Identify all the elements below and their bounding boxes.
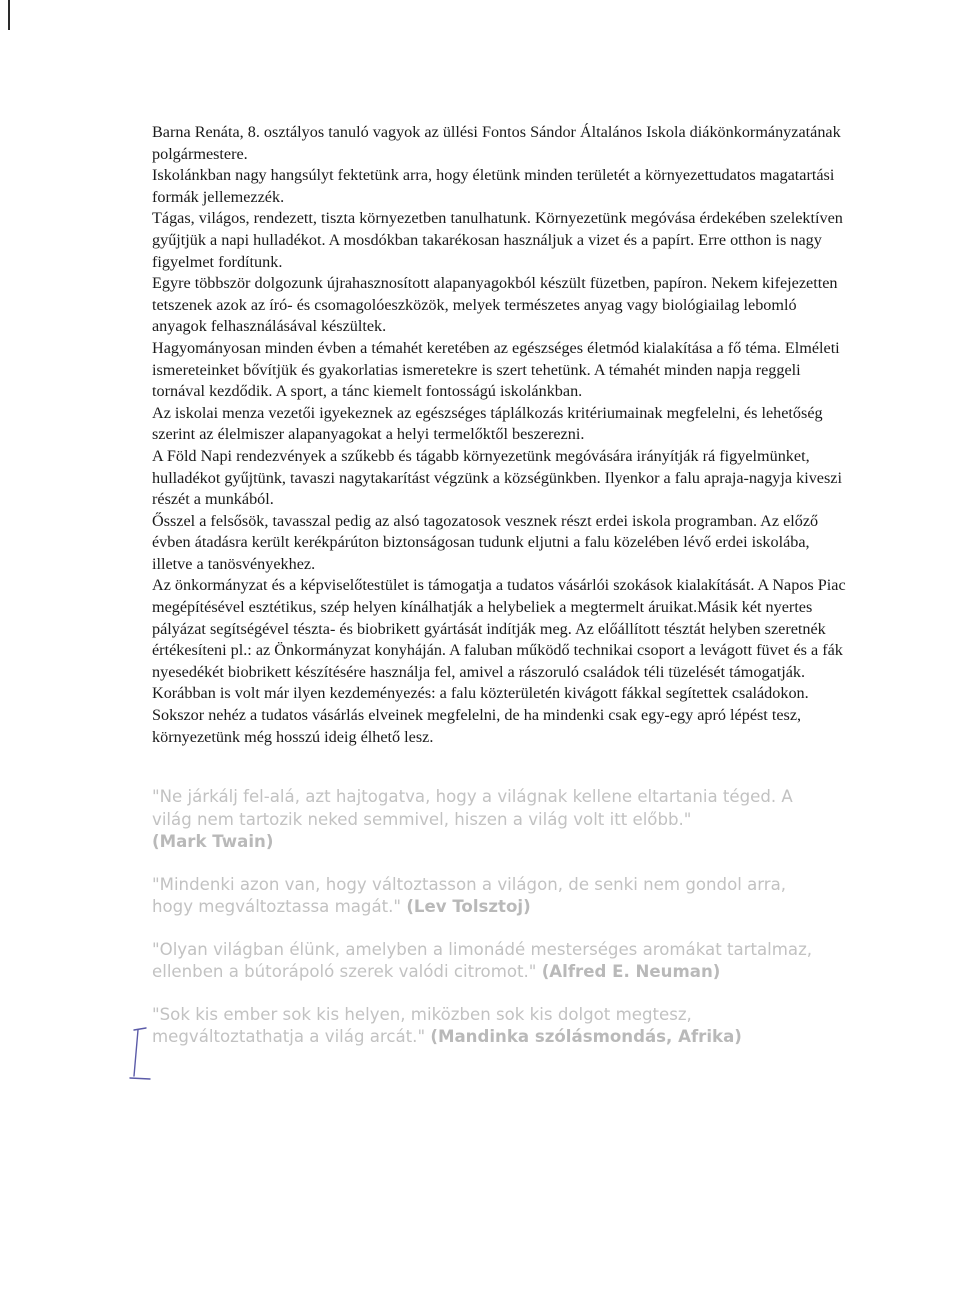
letter-paragraph-school: Tágas, világos, rendezett, tiszta környezetben tanulhatunk. Környezetünk megóvása érdekében szelektíven gyűjtjük a napi hulladékot. A mosdókban takarékosan használjuk a vizet és a papírt. Erre otthon is nagy figyelmet fordítunk. — [152, 209, 843, 271]
quote-text: "Mindenki azon van, hogy változtasson a világon, de senki nem gondol arra, hogy megváltoztassa magát." — [152, 874, 787, 916]
letter-paragraph-intro: Barna Renáta, 8. osztályos tanuló vagyok az üllési Fontos Sándor Általános Iskola diákönkormányzatának polgármestere. — [152, 123, 841, 163]
quote-author: (Mandinka szólásmondás, Afrika) — [430, 1027, 742, 1046]
quote-mandinka — [152, 1004, 832, 1049]
letter-paragraph-recycled: Egyre többször dolgozunk újrahasznosított alapanyagokból készült füzetben, papíron. Nekem kifejezetten tetszenek azok az író- és csomagolóeszközök, melyek természetes anyag vagy biológiailag lebomló anyagok felhasználásával készültek. — [152, 274, 838, 336]
scan-edge-line — [8, 0, 10, 30]
quote-author: (Lev Tolsztoj) — [406, 897, 531, 916]
quote-text: "Sok kis ember sok kis helyen, miközben sok kis dolgot megtesz, megváltoztathatja a világ arcát." — [152, 1004, 692, 1046]
letter-paragraph-environment: Iskolánkban nagy hangsúlyt fektetünk arra, hogy életünk minden területét a környezettudatos magatartási formák jellemezzék. — [152, 166, 835, 206]
letter-paragraph-municipality: Az önkormányzat és a képviselőtestület is támogatja a tudatos vásárlói szokások kialakítását. A Napos Piac megépítésével esztétikus, szép helyen kínálhatják a helybeliek a megtermelt áruikat.Másik két nyertes pályázat segítségével tészta- és biobrikett gyártását indítják meg. Az előállított tésztát helyben szeretnék értékesíteni pl.: az Önkormányzat konyháján. A faluban működő technikai csoport a levágott füvet és a fák nyesedékét biobrikett készítésére használja fel, amivel a rászoruló családok téli tüzelését támogatják. Korábban is volt már ilyen kezdeményezés: a falu közterületén kivágott fákkal segítettek családokon. — [152, 576, 846, 703]
letter-paragraph-canteen: Az iskolai menza vezetői igyekeznek az egészséges táplálkozás kritériumainak megfelelni, és lehetőség szerint az élelmiszer alapanyagokat a helyi termelőktől beszerezni. — [152, 403, 823, 444]
quotes-section — [152, 786, 832, 1049]
letter-paragraph-closing: Sokszor nehéz a tudatos vásárlás elveinek megfelelni, de ha mindenki csak egy-egy apró lépést tesz, környezetünk még hosszú ideig élhető lesz. — [152, 706, 802, 746]
handwritten-bracket-mark — [120, 1026, 156, 1082]
quote-alfred-neuman — [152, 939, 832, 984]
quote-text: "Olyan világban élünk, amelyben a limonádé mesterséges aromákat tartalmaz, ellenben a bútorápoló szerek valódi citromot." — [152, 939, 813, 981]
letter-paragraph-themeweek: Hagyományosan minden évben a témahét keretében az egészséges életmód kialakítása a fő téma. Elméleti ismereteinket bővítjük és gyakorlatias ismeretekre is szert tehetünk. A témahét minden napja reggeli tornával kezdődik. A sport, a tánc kiemelt fontosságú iskolánkban. — [152, 338, 840, 401]
letter-paragraph-forest-school: Ősszel a felsősök, tavasszal pedig az alsó tagozatosok vesznek részt erdei iskola programban. Az előző évben átadásra került kerékpárúton biztonságosan tudunk eljutni a falu közelében lévő erdei iskolába, illetve a tanösvényekhez. — [152, 511, 819, 573]
quote-text: "Ne járkálj fel-alá, azt hajtogatva, hogy a világnak kellene eltartania téged. A világ nem tartozik neked semmivel, hiszen a világ volt itt előbb." — [152, 787, 793, 829]
quote-author: (Alfred E. Neuman) — [541, 962, 721, 981]
letter-paragraph-earthday: A Föld Napi rendezvények a szűkebb és tágabb környezetünk megóvására irányítják rá figyelmünket, hulladékot gyűjtünk, tavaszi nagytakarítást végzünk a községünkben. Ilyenkor a falu apraja-nagyja kiveszi részét a munkából. — [152, 446, 842, 509]
quote-lev-tolsztoj — [152, 874, 832, 919]
quote-author: (Mark Twain) — [152, 832, 274, 851]
letter-body — [152, 122, 852, 748]
quote-mark-twain — [152, 786, 832, 854]
